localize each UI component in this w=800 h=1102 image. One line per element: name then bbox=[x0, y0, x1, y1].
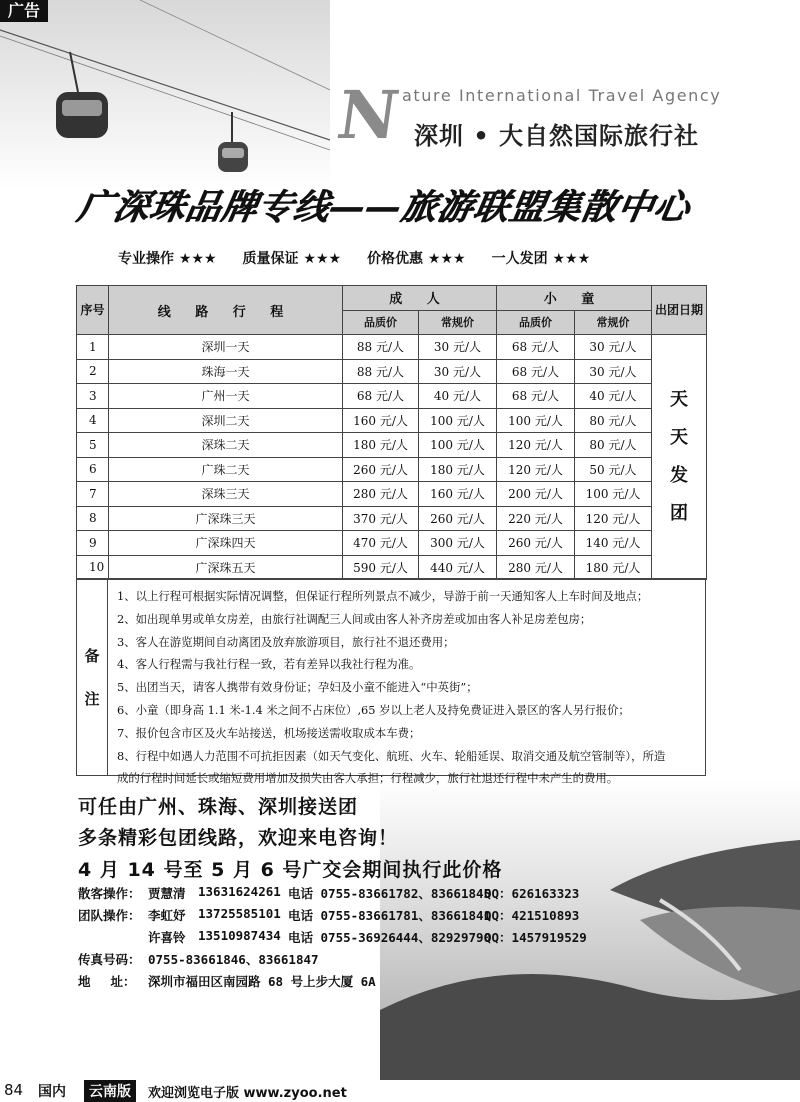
row-child-quality: 280 元/人 bbox=[497, 555, 575, 580]
header-child-regular: 常规价 bbox=[575, 310, 652, 335]
remark-item-continued: 成的行程时间延长或缩短费用增加及损失由客人承担；行程减少，旅行社退还行程中未产生的费用。 bbox=[117, 771, 619, 786]
table-row bbox=[77, 555, 707, 580]
price-table bbox=[76, 285, 707, 580]
header-route: 线 路 行 程 bbox=[109, 286, 343, 335]
row-route: 广深珠四天 bbox=[109, 531, 343, 556]
row-child-regular: 30 元/人 bbox=[575, 359, 652, 384]
row-adult-regular: 440 元/人 bbox=[419, 555, 497, 580]
retail-mobile: 13631624261 bbox=[198, 884, 281, 899]
team-mobile: 13725585101 bbox=[198, 906, 281, 921]
remark-item: 3、客人在游览期间自动离团及放弃旅游项目，旅行社不退还费用； bbox=[117, 634, 455, 649]
departure-char: 天 bbox=[670, 389, 688, 410]
row-child-regular: 120 元/人 bbox=[575, 506, 652, 531]
header-child: 小 童 bbox=[497, 286, 652, 311]
footer-promo: 欢迎浏览电子版 www.zyoo.net bbox=[148, 1086, 347, 1101]
team-name: 李虹妤 bbox=[148, 908, 186, 923]
retail-name: 贾慧清 bbox=[148, 886, 186, 901]
team-label: 团队操作： bbox=[78, 908, 141, 923]
row-adult-quality: 180 元/人 bbox=[343, 433, 419, 458]
row-child-quality: 68 元/人 bbox=[497, 384, 575, 409]
fax-label: 传真号码： bbox=[78, 952, 141, 967]
row-child-quality: 260 元/人 bbox=[497, 531, 575, 556]
row-no: 9 bbox=[77, 531, 109, 556]
row-adult-regular: 180 元/人 bbox=[419, 457, 497, 482]
table-row bbox=[77, 384, 707, 409]
promo-line: 可任由广州、珠海、深圳接送团 bbox=[78, 796, 359, 818]
row-child-quality: 220 元/人 bbox=[497, 506, 575, 531]
row-adult-regular: 40 元/人 bbox=[419, 384, 497, 409]
row-adult-regular: 300 元/人 bbox=[419, 531, 497, 556]
table-row bbox=[77, 335, 707, 360]
team-name: 许喜铃 bbox=[148, 930, 186, 945]
row-no: 10 bbox=[77, 555, 109, 580]
row-child-regular: 180 元/人 bbox=[575, 555, 652, 580]
row-adult-quality: 260 元/人 bbox=[343, 457, 419, 482]
remarks-label bbox=[77, 579, 108, 775]
table-row bbox=[77, 531, 707, 556]
remark-item: 6、小童（即身高 1.1 米-1.4 米之间不占床位）,65 岁以上老人及持免费证进入景区的客人另行报价； bbox=[117, 702, 630, 717]
row-route: 广州一天 bbox=[109, 384, 343, 409]
fax-number: 0755-83661846、83661847 bbox=[148, 952, 319, 967]
row-child-quality: 120 元/人 bbox=[497, 433, 575, 458]
team-phone: 电话 0755-83661781、83661841 bbox=[288, 908, 492, 923]
retail-qq: QQ：626163323 bbox=[484, 886, 580, 901]
departure-char: 发 bbox=[670, 465, 688, 486]
table-row bbox=[77, 433, 707, 458]
section-label: 国内 bbox=[38, 1084, 66, 1100]
row-adult-quality: 590 元/人 bbox=[343, 555, 419, 580]
remark-item: 2、如出现单男或单女房差，由旅行社调配三人间或由客人补齐房差或加由客人补足房差包房； bbox=[117, 611, 592, 626]
retail-phone: 电话 0755-83661782、83661845 bbox=[288, 886, 492, 901]
row-child-quality: 68 元/人 bbox=[497, 359, 575, 384]
row-child-regular: 80 元/人 bbox=[575, 433, 652, 458]
table-row bbox=[77, 506, 707, 531]
header-adult-quality: 品质价 bbox=[343, 310, 419, 335]
row-child-regular: 50 元/人 bbox=[575, 457, 652, 482]
table-row bbox=[77, 408, 707, 433]
row-child-regular: 100 元/人 bbox=[575, 482, 652, 507]
retail-label: 散客操作： bbox=[78, 886, 141, 901]
feature-list bbox=[118, 248, 590, 268]
row-adult-regular: 100 元/人 bbox=[419, 433, 497, 458]
table-row bbox=[77, 482, 707, 507]
agency-name-en: ature International Travel Agency bbox=[402, 86, 722, 105]
row-adult-quality: 280 元/人 bbox=[343, 482, 419, 507]
team-qq: QQ：1457919529 bbox=[484, 930, 587, 945]
row-adult-quality: 68 元/人 bbox=[343, 384, 419, 409]
row-no: 5 bbox=[77, 433, 109, 458]
headline: 广深珠品牌专线——旅游联盟集散中心 bbox=[73, 188, 694, 228]
edition-badge: 云南版 bbox=[84, 1080, 136, 1102]
table-row bbox=[77, 457, 707, 482]
agency-name-cn: 深圳 • 大自然国际旅行社 bbox=[414, 122, 700, 150]
remarks-list bbox=[115, 585, 700, 790]
row-route: 深圳一天 bbox=[109, 335, 343, 360]
header-adult-regular: 常规价 bbox=[419, 310, 497, 335]
feature-item: 价格优惠 ★★★ bbox=[367, 251, 466, 267]
remark-item: 4、客人行程需与我社行程一致，若有差异以我社行程为准。 bbox=[117, 657, 421, 672]
row-no: 8 bbox=[77, 506, 109, 531]
row-adult-regular: 100 元/人 bbox=[419, 408, 497, 433]
table-row bbox=[77, 359, 707, 384]
row-route: 广深珠五天 bbox=[109, 555, 343, 580]
page-number: 84 bbox=[4, 1081, 24, 1099]
row-no: 2 bbox=[77, 359, 109, 384]
row-route: 深珠二天 bbox=[109, 433, 343, 458]
remark-item: 5、出团当天，请客人携带有效身份证；孕妇及小童不能进入“中英街”； bbox=[117, 680, 478, 695]
row-adult-regular: 160 元/人 bbox=[419, 482, 497, 507]
row-child-quality: 100 元/人 bbox=[497, 408, 575, 433]
team-phone: 电话 0755-36926444、82929790 bbox=[288, 930, 492, 945]
row-adult-regular: 260 元/人 bbox=[419, 506, 497, 531]
row-route: 珠海一天 bbox=[109, 359, 343, 384]
row-child-regular: 140 元/人 bbox=[575, 531, 652, 556]
row-child-regular: 40 元/人 bbox=[575, 384, 652, 409]
team-qq: QQ：421510893 bbox=[484, 908, 580, 923]
header-child-quality: 品质价 bbox=[497, 310, 575, 335]
departure-char: 团 bbox=[670, 503, 688, 524]
agency-logo: N bbox=[332, 76, 404, 154]
row-adult-quality: 88 元/人 bbox=[343, 359, 419, 384]
row-route: 深珠三天 bbox=[109, 482, 343, 507]
feature-item: 一人发团 ★★★ bbox=[491, 251, 591, 267]
remarks-label-bottom: 注 bbox=[84, 690, 100, 708]
row-adult-regular: 30 元/人 bbox=[419, 335, 497, 360]
row-child-quality: 68 元/人 bbox=[497, 335, 575, 360]
header-no: 序号 bbox=[77, 286, 109, 335]
row-route: 广深珠三天 bbox=[109, 506, 343, 531]
row-route: 广珠二天 bbox=[109, 457, 343, 482]
row-no: 4 bbox=[77, 408, 109, 433]
row-child-quality: 120 元/人 bbox=[497, 457, 575, 482]
remark-item: 8、行程中如遇人力范围不可抗拒因素（如天气变化、航班、火车、轮船延误、取消交通及航空管制等），所造 bbox=[117, 748, 666, 763]
feature-item: 专业操作 ★★★ bbox=[118, 251, 217, 267]
team-mobile: 13510987434 bbox=[198, 928, 281, 943]
row-adult-quality: 160 元/人 bbox=[343, 408, 419, 433]
feature-item: 质量保证 ★★★ bbox=[242, 251, 342, 267]
remark-item: 7、报价包含市区及火车站接送，机场接送需收取成本车费； bbox=[117, 725, 421, 740]
row-adult-quality: 470 元/人 bbox=[343, 531, 419, 556]
promo-line: 多条精彩包团线路，欢迎来电咨询！ bbox=[78, 827, 399, 849]
row-no: 1 bbox=[77, 335, 109, 360]
address: 深圳市福田区南园路 68 号上步大厦 6A bbox=[148, 974, 376, 989]
row-child-regular: 80 元/人 bbox=[575, 408, 652, 433]
row-no: 3 bbox=[77, 384, 109, 409]
header-adult: 成 人 bbox=[343, 286, 497, 311]
row-adult-regular: 30 元/人 bbox=[419, 359, 497, 384]
row-child-quality: 200 元/人 bbox=[497, 482, 575, 507]
remark-item: 1、以上行程可根据实际情况调整，但保证行程所列景点不减少，导游于前一天通知客人上车时间及地点； bbox=[117, 589, 649, 603]
remarks-box bbox=[76, 578, 706, 786]
remarks-label-top: 备 bbox=[84, 647, 100, 665]
departure-note bbox=[652, 335, 707, 580]
departure-char: 天 bbox=[670, 427, 688, 448]
row-no: 7 bbox=[77, 482, 109, 507]
row-adult-quality: 370 元/人 bbox=[343, 506, 419, 531]
row-route: 深圳二天 bbox=[109, 408, 343, 433]
ad-tag: 广告 bbox=[0, 0, 48, 22]
header-departure: 出团日期 bbox=[652, 286, 707, 335]
row-no: 6 bbox=[77, 457, 109, 482]
address-label: 地 址： bbox=[78, 974, 136, 989]
row-child-regular: 30 元/人 bbox=[575, 335, 652, 360]
row-adult-quality: 88 元/人 bbox=[343, 335, 419, 360]
promo-line: 4 月 14 号至 5 月 6 号广交会期间执行此价格 bbox=[78, 859, 503, 881]
cable-car-image bbox=[0, 0, 330, 190]
